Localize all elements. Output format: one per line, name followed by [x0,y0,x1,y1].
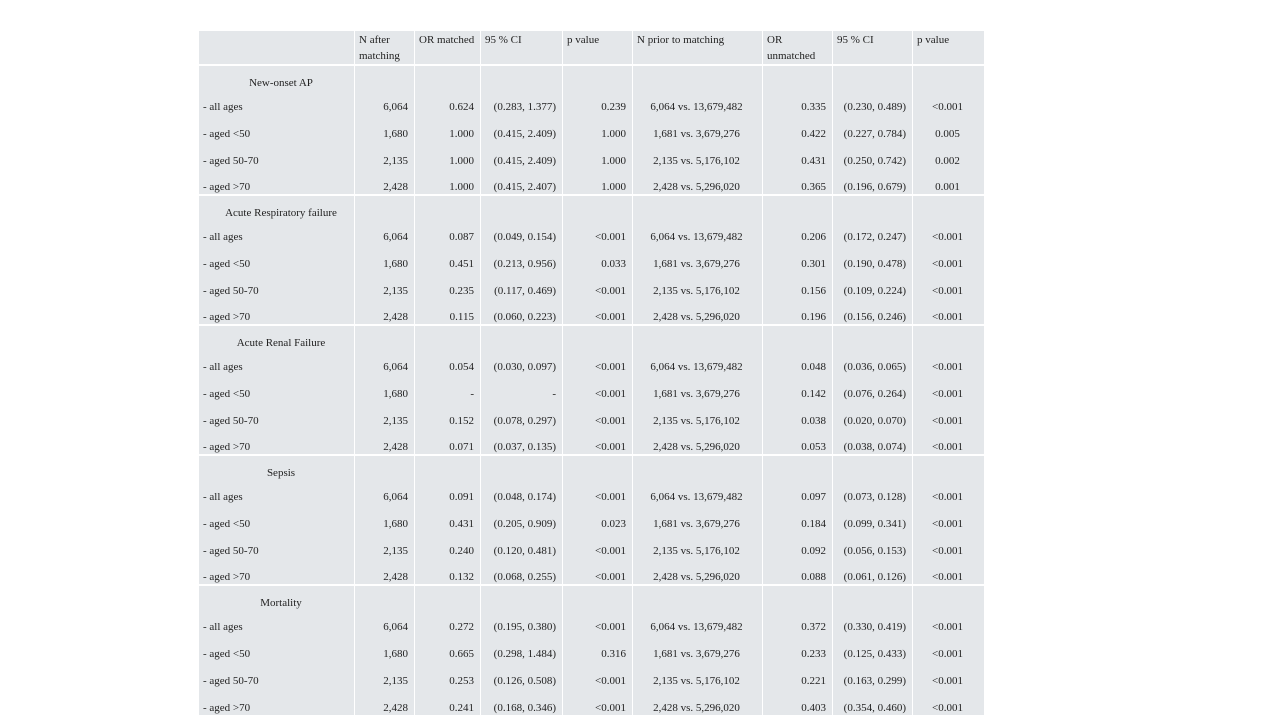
table-row [199,531,985,558]
cell-p-unmatched: <0.001 [913,558,985,585]
cell-p-unmatched: <0.001 [913,195,985,244]
cell-p-unmatched: <0.001 [913,298,985,325]
cell-or-matched: 0.665 [415,634,481,661]
section-title-cell [199,325,355,374]
cell-ci-unmatched: (0.125, 0.433) [833,634,913,661]
cell-p-matched: <0.001 [563,401,633,428]
cell-or-unmatched: 0.097 [763,455,833,504]
cell-n-after: 2,135 [355,661,415,688]
cell-ci-unmatched: (0.076, 0.264) [833,374,913,401]
cell-ci-unmatched: (0.196, 0.679) [833,168,913,195]
cell-n-prior: 2,135 vs. 5,176,102 [633,141,763,168]
cell-ci-unmatched: (0.099, 0.341) [833,504,913,531]
cell-n-after: 2,428 [355,428,415,455]
cell-ci-unmatched: (0.227, 0.784) [833,114,913,141]
header-or-unmatched: OR unmatched [763,31,833,65]
cell-n-prior: 1,681 vs. 3,679,276 [633,504,763,531]
table-body [199,65,985,715]
header-or-matched: OR matched [415,31,481,65]
cell-p-matched: 0.316 [563,634,633,661]
table-row [199,65,985,114]
section-title: Sepsis [266,467,296,479]
cell-p-matched: <0.001 [563,271,633,298]
table-row [199,634,985,661]
row-label: - aged <50 [199,114,355,141]
row-label: - aged 50-70 [199,401,355,428]
cell-p-unmatched: <0.001 [913,401,985,428]
cell-or-matched: 0.087 [415,195,481,244]
cell-ci-unmatched: (0.354, 0.460) [833,688,913,715]
cell-p-matched: <0.001 [563,688,633,715]
cell-p-unmatched: 0.002 [913,141,985,168]
row-label: - aged 50-70 [199,271,355,298]
cell-or-unmatched: 0.335 [763,65,833,114]
cell-p-matched: 0.033 [563,244,633,271]
cell-ci-unmatched: (0.109, 0.224) [833,271,913,298]
cell-ci-unmatched: (0.061, 0.126) [833,558,913,585]
cell-n-prior: 2,428 vs. 5,296,020 [633,428,763,455]
header-ci-matched: 95 % CI [481,31,563,65]
results-table [198,31,985,715]
header-label-col [199,31,355,65]
row-label: - aged >70 [199,298,355,325]
cell-n-prior: 2,428 vs. 5,296,020 [633,558,763,585]
header-n-prior: N prior to matching [633,31,763,65]
cell-ci-matched: (0.298, 1.484) [481,634,563,661]
table-row [199,455,985,504]
row-label: - aged >70 [199,688,355,715]
row-label: - aged 50-70 [199,661,355,688]
cell-ci-matched: (0.415, 2.407) [481,168,563,195]
cell-or-unmatched: 0.372 [763,585,833,634]
row-label: - aged <50 [199,244,355,271]
cell-p-unmatched: <0.001 [913,661,985,688]
cell-or-unmatched: 0.048 [763,325,833,374]
cell-or-matched: - [415,374,481,401]
cell-or-matched: 1.000 [415,141,481,168]
cell-ci-matched: (0.117, 0.469) [481,271,563,298]
row-label: - aged <50 [199,634,355,661]
cell-n-prior: 6,064 vs. 13,679,482 [633,195,763,244]
cell-or-unmatched: 0.156 [763,271,833,298]
cell-ci-matched: (0.060, 0.223) [481,298,563,325]
cell-or-matched: 0.253 [415,661,481,688]
cell-ci-matched: (0.030, 0.097) [481,325,563,374]
row-label: - all ages [203,231,243,243]
section-title-cell [199,585,355,634]
cell-n-after: 2,135 [355,531,415,558]
cell-or-matched: 0.451 [415,244,481,271]
cell-p-unmatched: <0.001 [913,428,985,455]
cell-p-unmatched: <0.001 [913,374,985,401]
cell-p-matched: <0.001 [563,325,633,374]
cell-ci-matched: (0.049, 0.154) [481,195,563,244]
cell-p-unmatched: <0.001 [913,244,985,271]
cell-n-prior: 6,064 vs. 13,679,482 [633,65,763,114]
section-title-cell [199,195,355,244]
table-row [199,244,985,271]
cell-or-unmatched: 0.053 [763,428,833,455]
cell-p-unmatched: <0.001 [913,65,985,114]
cell-n-after: 2,428 [355,298,415,325]
cell-ci-unmatched: (0.056, 0.153) [833,531,913,558]
section-title: Mortality [260,597,302,609]
cell-ci-unmatched: (0.330, 0.419) [833,585,913,634]
cell-or-unmatched: 0.142 [763,374,833,401]
cell-or-matched: 0.241 [415,688,481,715]
table-row [199,141,985,168]
cell-n-after: 1,680 [355,244,415,271]
cell-n-prior: 2,428 vs. 5,296,020 [633,168,763,195]
cell-or-matched: 0.115 [415,298,481,325]
cell-p-unmatched: 0.005 [913,114,985,141]
table-row [199,195,985,244]
table-row [199,298,985,325]
row-label: - all ages [203,361,243,373]
cell-n-prior: 2,428 vs. 5,296,020 [633,688,763,715]
cell-ci-unmatched: (0.036, 0.065) [833,325,913,374]
cell-ci-matched: (0.168, 0.346) [481,688,563,715]
cell-ci-unmatched: (0.230, 0.489) [833,65,913,114]
cell-p-unmatched: <0.001 [913,271,985,298]
cell-p-unmatched: <0.001 [913,688,985,715]
cell-n-after: 2,135 [355,141,415,168]
cell-or-matched: 0.235 [415,271,481,298]
cell-n-prior: 2,428 vs. 5,296,020 [633,298,763,325]
cell-n-prior: 1,681 vs. 3,679,276 [633,374,763,401]
cell-ci-unmatched: (0.163, 0.299) [833,661,913,688]
table-row [199,374,985,401]
row-label: - aged >70 [199,168,355,195]
table-row [199,271,985,298]
cell-ci-matched: (0.213, 0.956) [481,244,563,271]
row-label: - aged <50 [199,374,355,401]
cell-p-matched: <0.001 [563,428,633,455]
cell-p-matched: <0.001 [563,661,633,688]
table-row [199,325,985,374]
cell-or-unmatched: 0.184 [763,504,833,531]
table-row [199,661,985,688]
cell-n-prior: 1,681 vs. 3,679,276 [633,114,763,141]
cell-ci-matched: (0.415, 2.409) [481,114,563,141]
row-label: - aged <50 [199,504,355,531]
cell-ci-matched: (0.048, 0.174) [481,455,563,504]
cell-n-after: 1,680 [355,504,415,531]
section-title-cell [199,65,355,114]
cell-p-matched: 1.000 [563,141,633,168]
header-p-unmatched: p value [913,31,985,65]
row-label: - aged >70 [199,558,355,585]
row-label: - all ages [203,621,243,633]
table-header [199,31,985,65]
cell-p-matched: 1.000 [563,114,633,141]
cell-p-matched: <0.001 [563,558,633,585]
cell-ci-unmatched: (0.038, 0.074) [833,428,913,455]
cell-p-unmatched: 0.001 [913,168,985,195]
cell-n-prior: 2,135 vs. 5,176,102 [633,661,763,688]
cell-p-matched: 0.023 [563,504,633,531]
row-label: - all ages [203,101,243,113]
cell-p-unmatched: <0.001 [913,325,985,374]
cell-n-prior: 2,135 vs. 5,176,102 [633,401,763,428]
cell-n-after: 2,428 [355,168,415,195]
section-title: New-onset AP [249,77,313,89]
cell-p-matched: <0.001 [563,455,633,504]
cell-p-unmatched: <0.001 [913,531,985,558]
cell-or-unmatched: 0.431 [763,141,833,168]
cell-or-unmatched: 0.221 [763,661,833,688]
cell-or-unmatched: 0.092 [763,531,833,558]
cell-p-unmatched: <0.001 [913,585,985,634]
cell-or-matched: 0.240 [415,531,481,558]
cell-n-prior: 1,681 vs. 3,679,276 [633,634,763,661]
cell-n-after: 1,680 [355,374,415,401]
row-label: - aged 50-70 [199,141,355,168]
cell-ci-matched: (0.126, 0.508) [481,661,563,688]
cell-or-unmatched: 0.206 [763,195,833,244]
table-row [199,504,985,531]
cell-or-matched: 0.152 [415,401,481,428]
cell-p-unmatched: <0.001 [913,634,985,661]
cell-n-prior: 6,064 vs. 13,679,482 [633,455,763,504]
cell-p-matched: <0.001 [563,585,633,634]
header-p-matched: p value [563,31,633,65]
cell-or-matched: 0.091 [415,455,481,504]
cell-or-unmatched: 0.365 [763,168,833,195]
cell-ci-matched: (0.415, 2.409) [481,141,563,168]
cell-ci-matched: - [481,374,563,401]
cell-p-unmatched: <0.001 [913,504,985,531]
cell-or-matched: 0.132 [415,558,481,585]
cell-ci-unmatched: (0.156, 0.246) [833,298,913,325]
row-label: - all ages [203,491,243,503]
cell-p-matched: 1.000 [563,168,633,195]
cell-n-prior: 6,064 vs. 13,679,482 [633,325,763,374]
cell-or-matched: 0.054 [415,325,481,374]
cell-n-prior: 2,135 vs. 5,176,102 [633,271,763,298]
table-row [199,585,985,634]
table-row [199,688,985,715]
cell-or-matched: 0.071 [415,428,481,455]
cell-ci-matched: (0.078, 0.297) [481,401,563,428]
cell-ci-unmatched: (0.020, 0.070) [833,401,913,428]
cell-or-unmatched: 0.301 [763,244,833,271]
cell-ci-unmatched: (0.172, 0.247) [833,195,913,244]
cell-ci-matched: (0.195, 0.380) [481,585,563,634]
row-label: - aged 50-70 [199,531,355,558]
cell-n-after: 6,064 [355,65,415,114]
header-n-after: N after matching [355,31,415,65]
cell-n-after: 6,064 [355,325,415,374]
table-row [199,558,985,585]
cell-or-matched: 0.272 [415,585,481,634]
cell-ci-matched: (0.037, 0.135) [481,428,563,455]
section-title: Acute Renal Failure [236,337,326,349]
cell-ci-matched: (0.283, 1.377) [481,65,563,114]
table-row [199,401,985,428]
cell-n-after: 6,064 [355,455,415,504]
cell-p-matched: <0.001 [563,374,633,401]
cell-n-after: 2,428 [355,558,415,585]
cell-n-prior: 6,064 vs. 13,679,482 [633,585,763,634]
cell-or-matched: 1.000 [415,114,481,141]
cell-n-after: 2,135 [355,271,415,298]
cell-n-after: 2,428 [355,688,415,715]
cell-or-unmatched: 0.422 [763,114,833,141]
cell-or-matched: 1.000 [415,168,481,195]
cell-or-unmatched: 0.088 [763,558,833,585]
cell-p-unmatched: <0.001 [913,455,985,504]
table-row [199,168,985,195]
cell-ci-unmatched: (0.073, 0.128) [833,455,913,504]
table-row [199,114,985,141]
header-ci-unmatched: 95 % CI [833,31,913,65]
cell-or-matched: 0.431 [415,504,481,531]
cell-ci-unmatched: (0.250, 0.742) [833,141,913,168]
cell-n-after: 1,680 [355,634,415,661]
header-row [199,31,985,65]
cell-or-unmatched: 0.403 [763,688,833,715]
cell-n-prior: 1,681 vs. 3,679,276 [633,244,763,271]
cell-or-unmatched: 0.196 [763,298,833,325]
cell-ci-matched: (0.205, 0.909) [481,504,563,531]
cell-p-matched: 0.239 [563,65,633,114]
cell-n-after: 2,135 [355,401,415,428]
section-title-cell [199,455,355,504]
cell-n-after: 6,064 [355,195,415,244]
cell-p-matched: <0.001 [563,298,633,325]
cell-or-unmatched: 0.038 [763,401,833,428]
cell-ci-matched: (0.068, 0.255) [481,558,563,585]
cell-or-unmatched: 0.233 [763,634,833,661]
cell-n-after: 1,680 [355,114,415,141]
table-row [199,428,985,455]
cell-ci-matched: (0.120, 0.481) [481,531,563,558]
row-label: - aged >70 [199,428,355,455]
cell-ci-unmatched: (0.190, 0.478) [833,244,913,271]
cell-or-matched: 0.624 [415,65,481,114]
cell-n-prior: 2,135 vs. 5,176,102 [633,531,763,558]
cell-p-matched: <0.001 [563,195,633,244]
section-title: Acute Respiratory failure [225,207,337,219]
cell-n-after: 6,064 [355,585,415,634]
cell-p-matched: <0.001 [563,531,633,558]
